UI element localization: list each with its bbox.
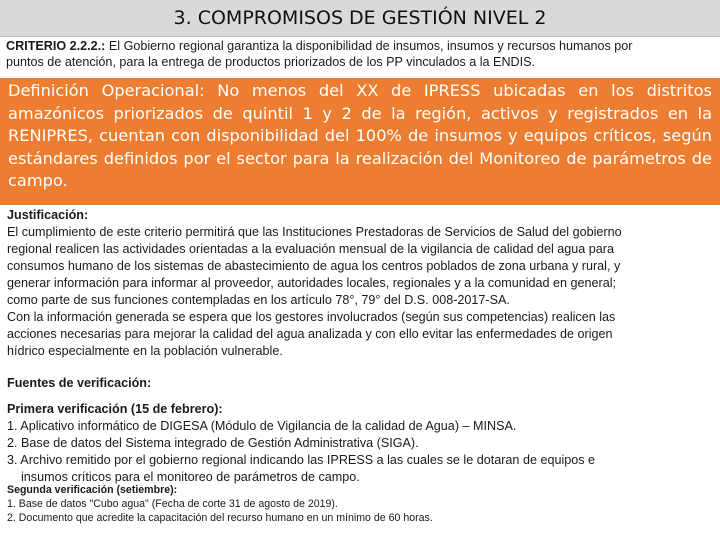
fuente-item-continuation: insumos críticos para el monitoreo de parámetros de campo. [21,470,360,484]
justificacion-line: generar información para informar al proveedor, autoridades locales, regionales y a la comunidad en general; [7,276,617,290]
page-title [0,0,720,37]
criterio-label: CRITERIO 2.2.2.: [6,39,106,53]
segunda-item: 2. Documento que acredite la capacitación del recurso humano en un mínimo de 60 horas. [7,512,433,524]
criterio-text-line1: El Gobierno regional garantiza la disponibilidad de insumos, insumos y recursos humanos por [105,39,633,53]
justificacion-line: acciones necesarias para mejorar la calidad del agua analizada y con ello evitar las enfermedades de origen [7,327,613,341]
definicion-text: : No menos del XX de IPRESS ubicadas en los distritos amazónicos priorizados de quintil 1 y 2 de la región, activos y registrados en la RENIPRES, cuentan con disponibilidad del 100% de insumos y equipos críticos, según estándares definidos por el sector para la realización del Monitoreo de parámetros de campo. [8,81,712,190]
justificacion-line: hídrico especialmente en la población vulnerable. [7,344,283,358]
justificacion-line: regional realicen las actividades orientadas a la evaluación mensual de la vigilancia de calidad del agua para [7,242,614,256]
fuentes-section [7,375,713,486]
segunda-verificacion-section [7,483,713,525]
fuente-item: 1. Aplicativo informático de DIGESA (Módulo de Vigilancia de la calidad de Agua) – MINSA. [7,419,517,433]
justificacion-section [7,207,713,360]
justificacion-line: consumos humano de los sistemas de abastecimiento de agua los centros poblados de zona urbana y rural, y [7,259,621,273]
criterio-text-line2: puntos de atención, para la entrega de productos priorizados de los PP vinculados a la ENDIS. [6,55,536,69]
fuente-item: 2. Base de datos del Sistema integrado de Gestión Administrativa (SIGA). [7,436,419,450]
justificacion-line: Con la información generada se espera que los gestores involucrados (según sus competencias) realicen las [7,310,616,324]
definicion-operacional-box [0,78,720,205]
justificacion-line: como parte de sus funciones contempladas en los artículo 78°, 79° del D.S. 008-2017-SA. [7,293,510,307]
segunda-item: 1. Base de datos "Cubo agua" (Fecha de corte 31 de agosto de 2019). [7,498,338,510]
definicion-label: Definición Operacional [8,81,200,100]
justificacion-line: El cumplimiento de este criterio permitirá que las Instituciones Prestadoras de Servicios de Salud del gobierno [7,225,622,239]
primera-verificacion-heading: Primera verificación (15 de febrero): [7,402,223,416]
segunda-verificacion-heading: Segunda verificación (setiembre): [7,484,178,496]
fuente-item: 3. Archivo remitido por el gobierno regional indicando las IPRESS a las cuales se le dotaran de equipos e [7,453,596,467]
criterio-paragraph [6,38,714,70]
page-title-text: 3. COMPROMISOS DE GESTIÓN NIVEL 2 [173,7,547,29]
justificacion-heading: Justificación: [7,208,89,222]
fuentes-heading: Fuentes de verificación: [7,376,152,390]
